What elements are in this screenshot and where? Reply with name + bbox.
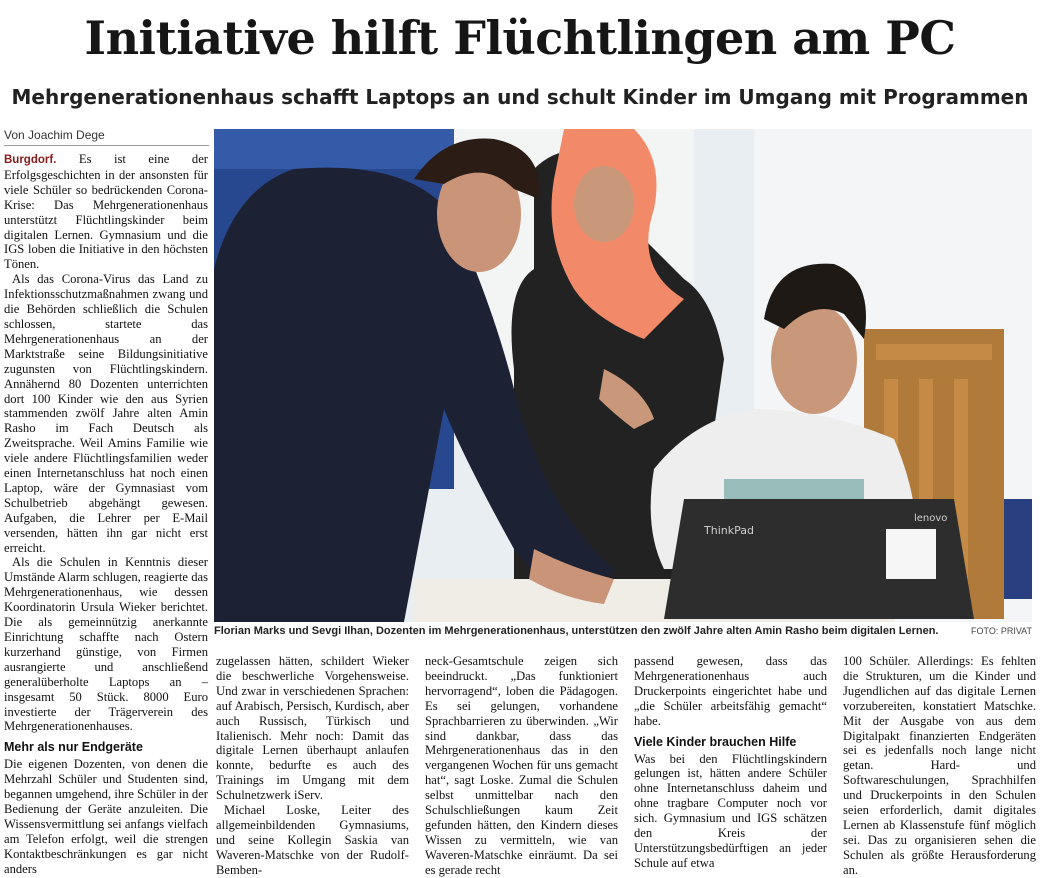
section-subheading: Viele Kinder brauchen Hilfe (634, 734, 797, 749)
column-3 (425, 654, 618, 877)
section-subheading: Mehr als nur Endgeräte (4, 740, 143, 755)
paragraph: neck-Gesamtschule zeigen sich beeindruckt. „Das funktioniert hervorragend“, loben die Pädagogen. Es sei gelungen, vorhandene Sprachbarrieren zu überwinden. „Wir sind dankbar, dass das Mehrgenerationenhaus das in den vergangenen Wochen für uns gemacht hat“, sagt Loske. Zumal die Schulen selbst unmittelbar nach den Schulschließungen kaum Zeit gefunden hätten, den Kindern dieses Wissen zu vermitteln, wie van Waveren-Matschke einräumt. Da sei es gerade recht (425, 654, 618, 877)
laptop-lid-brand: ThinkPad (704, 524, 754, 537)
paragraph: Als die Schulen in Kenntnis dieser Umstände Alarm schlugen, reagierte das Mehrgenerationenhaus, wie dessen Koordinatorin Ursula Wieker berichtet. Die als gemeinnützig anerkannte Einrichtung schaffte nach Ostern kurzerhand günstige, von Firmen ausrangierte und anschließend generalüberholte Laptops an – insgesamt 50 Stück. 8000 Euro investierte der Trägerverein des Mehrgenerationenhauses. (4, 555, 208, 734)
lead-text: Es ist eine der Erfolgsgeschichten in der ansonsten für viele Schüler so bedrückenden Corona-Krise: Das Mehrgenerationenhaus unterstützt Flüchtlingskinder beim digitalen Lernen. Gymnasium und die IGS loben die Initiative in den höchsten Tönen. (4, 152, 208, 272)
photo-credit: FOTO: PRIVAT (970, 626, 1032, 636)
byline: Von Joachim Dege (4, 127, 209, 146)
column-2 (216, 654, 409, 877)
headline: Initiative hilft Flüchtlingen am PC (84, 11, 956, 65)
laptop-corner-brand: lenovo (914, 513, 948, 524)
column-1 (4, 152, 208, 876)
paragraph: passend gewesen, dass das Mehrgenerationenhaus auch Druckerpoints eingerichtet habe und „die Schüler arbeitsfähig gemacht“ habe. (634, 654, 827, 728)
photo-caption (214, 625, 1032, 641)
paragraph: Die eigenen Dozenten, von denen die Mehrzahl Schüler und Studenten sind, begannen umgehend, ihre Schüler in der Bedienung der Geräte anzuleiten. Die Wissensvermittlung sei anfangs vielfach am Telefon erfolgt, weil die strengen Kontaktbeschränkungen es gar nicht anders (4, 757, 208, 876)
caption-text: Florian Marks und Sevgi Ilhan, Dozenten im Mehrgenerationenhaus, unterstützen den zwölf Jahre alten Amin Rasho beim digitalen Lernen. (214, 625, 939, 637)
column-5 (843, 654, 1036, 877)
lead-paragraph (4, 152, 208, 272)
article-photo (214, 129, 1032, 622)
paragraph: zugelassen hätten, schildert Wieker die beschwerliche Vorgehensweise. Und zwar in verschiedenen Sprachen: auf Arabisch, Persisch, Kurdisch, aber auch Russisch, Türkisch und Italienisch. Mehr noch: Damit das digitale Lernen überhaupt anlaufen konnte, bedurfte es auch des Trainings im Umgang mit dem Schulnetzwerk iServ. (216, 654, 409, 803)
paragraph: 100 Schüler. Allerdings: Es fehlten die Strukturen, um die Kinder und Jugendlichen auf das digitale Lernen vorzubereiten, konstatiert Matschke. Mit der Ausgabe von aus dem Digitalpakt finanzierten Endgeräten sei es jedenfalls noch lange nicht getan. Hard- und Softwareschulungen, Sprachhilfen und Druckerpoints in den Schulen seien erforderlich, damit digitales Lernen ab Klassenstufe fünf möglich sei. Das zu organisieren sehen die Schulen als größte Herausforderung an. (843, 654, 1036, 877)
paragraph: Was bei den Flüchtlingskindern gelungen ist, hätten andere Schüler ohne Internetanschluss daheim und ohne tragbare Computer noch vor sich. Gymnasium und IGS schätzen den Kreis der Unterstützungsbedürftigen an jeder Schule auf etwa (634, 751, 827, 870)
subheadline: Mehrgenerationenhaus schafft Laptops an und schult Kinder im Umgang mit Programmen (11, 85, 1029, 109)
paragraph: Michael Loske, Leiter des allgemeinbildenden Gymnasiums, und seine Kollegin Saskia van Waveren-Matschke von der Rudolf-Bemben- (216, 803, 409, 877)
dateline: Burgdorf. (4, 154, 57, 166)
paragraph: Als das Corona-Virus das Land zu Infektionsschutzmaßnahmen zwang und die Behörden schließlich die Schulen schlossen, startete das Mehrgenerationenhaus an der Marktstraße seine Bildungsinitiative zugunsten von Flüchtlingskindern. Annähernd 80 Dozenten unterrichten dort 100 Kinder wie den aus Syrien stammenden zwölf Jahre alten Amin Rasho im Fach Deutsch als Zweitsprache. Weil Amins Familie wie viele andere Flüchtlingsfamilien weder einen Internetanschluss hat noch einen Laptop, wäre der Gymnasiast vom Schulbetrieb abgehängt gewesen. Aufgaben, die Lehrer per E-Mail versenden, hätten ihn gar nicht erst erreicht. (4, 272, 208, 555)
column-4 (634, 654, 827, 870)
